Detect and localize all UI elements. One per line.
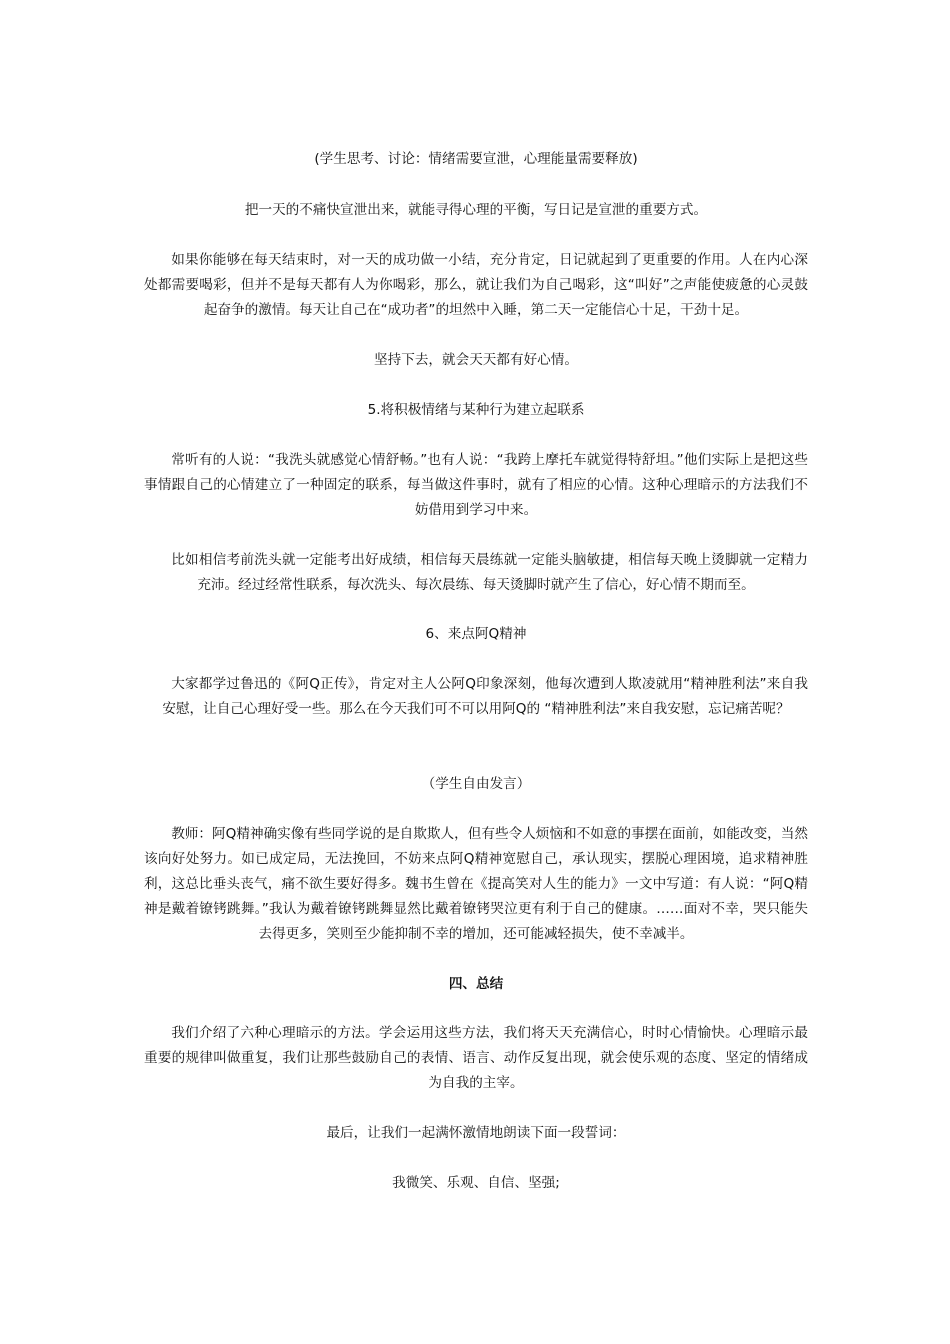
- document-page: [144, 0, 808, 1344]
- paragraph-habit-link: 常听有的人说：“我洗头就感觉心情舒畅。”也有人说：“我跨上摩托车就觉得特舒坦。”他们实际上是把这些事情跟自己的心情建立了一种固定的联系，每当做这件事时，就有了相应的心情。这种心理暗示的方法我们不妨借用到学习中来。: [144, 452, 808, 518]
- paragraph-oath-line: 我微笑、乐观、自信、坚强;: [392, 1175, 560, 1191]
- heading-method-5: 5.将积极情绪与某种行为建立起联系: [367, 402, 585, 418]
- paragraph-keep-going: 坚持下去，就会天天都有好心情。: [374, 352, 578, 368]
- heading-summary: 四、总结: [448, 976, 504, 992]
- paragraph-oath-intro: 最后，让我们一起满怀激情地朗读下面一段誓词：: [326, 1125, 626, 1141]
- paragraph-student-speech-note: （学生自由发言）: [421, 776, 531, 792]
- paragraph-student-discussion-note: (学生思考、讨论：情绪需要宣泄，心理能量需要释放): [314, 151, 638, 167]
- paragraph-habit-examples: 比如相信考前洗头就一定能考出好成绩，相信每天晨练就一定能头脑敏捷，相信每天晚上烫脚就一定精力充沛。经过经常性联系，每次洗头、每次晨练、每天烫脚时就产生了信心，好心情不期而至。: [171, 552, 808, 593]
- paragraph-teacher-comment: 教师：阿Q精神确实像有些同学说的是自欺欺人，但有些令人烦恼和不如意的事摆在面前，如能改变，当然该向好处努力。如已成定局，无法挽回，不妨来点阿Q精神宽慰自己，承认现实，摆脱心理困境，追求精神胜利，这总比垂头丧气，痛不欲生要好得多。魏书生曾在《提高笑对人生的能力》一文中写道：有人说：“阿Q精神是戴着镣铐跳舞。”我认为戴着镣铐跳舞显然比戴着镣铐哭泣更有利于自己的健康。……面对不幸，哭只能失去得更多，笑则至少能抑制不幸的增加，还可能减轻损失，使不幸减半。: [144, 826, 808, 942]
- heading-method-6: 6、来点阿Q精神: [425, 626, 527, 642]
- paragraph-ah-q-intro: 大家都学过鲁迅的《阿Q正传》，肯定对主人公阿Q印象深刻，他每次遭到人欺凌就用“精神胜利法”来自我安慰，让自己心理好受一些。那么在今天我们可不可以用阿Q的 “精神胜利法”来自我安慰，忘记痛苦呢？: [162, 676, 808, 717]
- paragraph-summary-body: 我们介绍了六种心理暗示的方法。学会运用这些方法，我们将天天充满信心，时时心情愉快。心理暗示最重要的规律叫做重复，我们让那些鼓励自己的表情、语言、动作反复出现，就会使乐观的态度、坚定的情绪成为自我的主宰。: [144, 1025, 808, 1091]
- paragraph-self-applause: 如果你能够在每天结束时，对一天的成功做一小结，充分肯定，日记就起到了更重要的作用。人在内心深处都需要喝彩，但并不是每天都有人为你喝彩，那么，就让我们为自己喝彩，这“叫好”之声能使疲惫的心灵鼓起奋争的激情。每天让自己在“成功者”的坦然中入睡，第二天一定能信心十足，干劲十足。: [144, 252, 808, 318]
- paragraph-diary-venting: 把一天的不痛快宣泄出来，就能寻得心理的平衡，写日记是宣泄的重要方式。: [244, 202, 708, 218]
